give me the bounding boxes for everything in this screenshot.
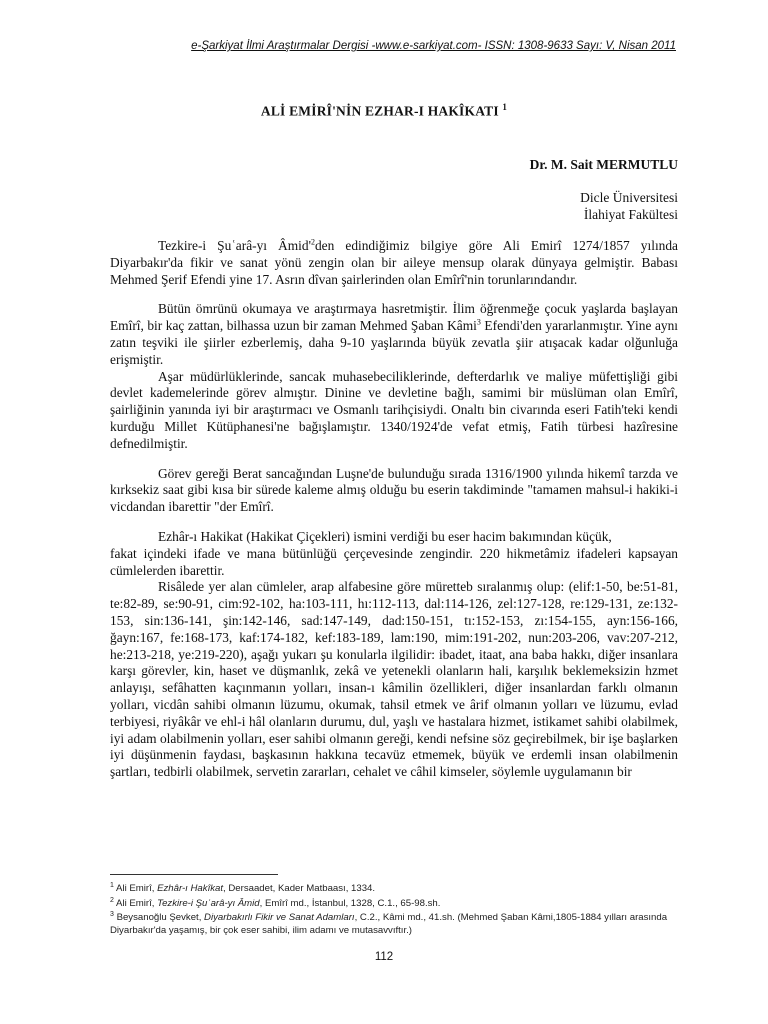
affiliation-university: Dicle Üniversitesi <box>580 190 678 205</box>
paragraph-1 <box>110 238 678 288</box>
paragraph-4: Görev gereği Berat sancağından Luşne'de bulunduğu sırada 1316/1900 yılında hikemî tarzda ve kırksekiz saat gibi kısa bir sürede kaleme almış olduğu bu eserin takdiminde "tamamen mahsul-i hakiki-i vicdandan ibarettir "der Emîrî. <box>110 465 678 515</box>
footnote-3-mark: 3 <box>110 911 114 918</box>
paragraph-6: Risâlede yer alan cümleler, arap alfabesine göre müretteb sıralanmış olup: (elif:1-50, be:51-81, te:82-89, se:90-91, cim:92-102, ha:103-111, hı:112-113, dal:114-126, zel:127-128, re:129-131, ze:132-153, sin:136-141, şin:142-146, sad:147-149, dad:150-151, tı:152-153, zı:154-155, ayn:156-166, ğayn:167, fe:168-173, kaf:174-182, kef:183-189, lam:190, mim:191-202, nun:203-206, vav:207-212, he:213-218, ye:219-220), aşağı yukarı şu konularla ilgilidir: ibadet, itaat, ana baba hakkı, diğer insanlara karşı görevler, kin, haset ve düşmanlık, zekâ ve yetenekli olanların hali, karşılık beklemeksizin hzmet anlayışı, sefâhatten kaçınmanın yolları, insan-ı kâmilin özellikleri, diğer insanlardan farklı olmanın yolları, vicdân sahibi olmanın lüzumu, okumak, tahsil etmek ve ârif olmanın yolları ve lüzumu, evlad terbiyesi, riyâkâr ve ehl-i hâl olanların durumu, dul, yaşlı ve hastalara hizmet, istikamet sahibi olabilmek, iyi adam olabilmenin yolları, eser sahibi olmanın gereği, kendi nefsine söz geçirebilmek, bir işe başlarken iyi düşünmenin faydası, başkasının hakkına tecavüz etmemek, büyük ve erdemli insan olabilmenin şartları, tedbirli olabilmek, servetin zararları, cehalet ve câhil kimseler, söylemle uygulamanın bir <box>110 579 678 780</box>
footnote-ref-3[interactable]: 3 <box>476 317 481 327</box>
paragraph-5-rest: fakat içindeki ifade ve mana bütünlüğü çerçevesinde zengindir. 220 hikmetâmiz ifadeleri kapsayan cümlelerden ibarettir. <box>110 545 678 578</box>
footnote-2-mark: 2 <box>110 897 114 904</box>
paragraph-5-first-line: Ezhâr-ı Hakikat (Hakikat Çiçekleri) ismini verdiği bu eser hacim bakımından küçük, <box>158 528 612 544</box>
footnote-1 <box>110 880 680 896</box>
footnote-separator <box>110 874 278 875</box>
article-body <box>110 238 678 781</box>
journal-header: e-Şarkiyat İlmi Araştırmalar Dergisi -www.e-sarkiyat.com- ISSN: 1308-9633 Sayı: V, Nisan 2011 <box>191 40 676 52</box>
footnote-1-mark: 1 <box>110 882 114 889</box>
paragraph-1-part-b: den edindiğimiz bilgiye göre Ali Emirî 1274/1857 yılında Diyarbakır'da fikir ve sanat yönü zengin olan bir aileye mensup olarak dünyaya gelmiştir. Babası Mehmed Şerif Efendi yine 17. Asrın dîvan şairlerinden olan Emîrî'nin torunlarındandır. <box>110 238 678 287</box>
paragraph-2 <box>110 301 678 368</box>
footnote-2-text-b: , Emîrî md., İstanbul, 1328, C.1., 65-98.sh. <box>259 898 441 910</box>
paragraph-2-part-a: Bütün ömrünü okumaya ve araştırmaya hasretmiştir. İlim öğrenmeğe çocuk yaşlarda başlayan Emîrî, bir kaç zattan, bilhassa uzun bir zaman Mehmed Şaban Kâmi <box>110 301 678 334</box>
footnote-3-title: Diyarbakırlı Fikir ve Sanat Adamları <box>204 912 355 924</box>
footnote-3 <box>110 909 680 937</box>
paragraph-2-part-b: Efendi'den yararlanmıştır. Yine aynı zatın teşviki ile şiirler ezberlemiş, daha 9-10 yaşlarında büyük zevatla şiir atışacak kadar olğunluğa erişmiştir. <box>110 318 678 367</box>
paragraph-3: Aşar müdürlüklerinde, sancak muhasebeciliklerinde, defterdarlık ve maliye müfettişliği gibi devlet kademelerinde görev almıştır. Dinine ve devletine bağlı, samimi bir müslüman olan Emîrî, şairliğinin yanında iyi bir araştırmacı ve Osmanlı tarihçisiydi. Onaltı bin civarında eseri Fatih'teki kendi kurduğu Millet Kütüphanesi'ne bağışlamıştır. 1340/1924'de vefat etmiş, Fatih türbesi hazîresine defnedilmiştir. <box>110 368 678 451</box>
footnote-3-text-b: , C.2., Kâmi md., 41.sh. (Mehmed Şaban Kâmi,1805-1884 yılları arasında Diyarbakır'da yaşamış, bir çok eser sahibi, ilim adamı ve mutasavvıftır.) <box>110 912 668 936</box>
author-name: Dr. M. Sait MERMUTLU <box>529 157 678 172</box>
footnote-2-text-a: Ali Emirî, <box>113 898 158 910</box>
article-title <box>0 102 768 120</box>
footnote-2-title: Tezkire-i Şuʿarâ-yı Âmid <box>157 898 260 910</box>
footnote-1-title: Ezhâr-ı Hakîkat <box>157 883 224 895</box>
affiliation-faculty: İlahiyat Fakültesi <box>583 207 678 222</box>
footnote-ref-1[interactable]: 1 <box>502 102 508 112</box>
footnote-1-text-b: , Dersaadet, Kader Matbaası, 1334. <box>223 883 376 895</box>
page-number: 112 <box>374 951 394 963</box>
footnote-3-text-a: Beysanoğlu Şevket, <box>113 912 205 924</box>
paragraph-5 <box>110 529 678 579</box>
footnote-1-text-a: Ali Emirî, <box>113 883 158 895</box>
article-title-text: ALİ EMİRÎ'NİN EZHAR-I HAKÎKATI <box>260 103 499 119</box>
footnote-ref-2[interactable]: 2 <box>310 237 315 247</box>
paragraph-1-part-a: Tezkire-i Şuʿarâ-yı Âmid' <box>158 238 311 253</box>
